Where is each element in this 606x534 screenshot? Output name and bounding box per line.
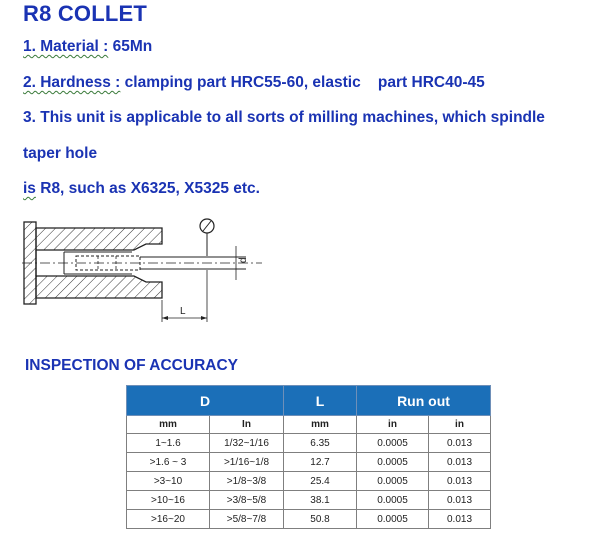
table-cell: >3~10 [127, 472, 210, 491]
table-cell: 0.013 [429, 434, 491, 453]
table-cell: 38.1 [284, 491, 357, 510]
subheader-cell: mm [284, 416, 357, 434]
table-cell: >1/8~3/8 [210, 472, 284, 491]
table-cell: 6.35 [284, 434, 357, 453]
table-row [127, 491, 491, 510]
table-cell: >5/8~7/8 [210, 510, 284, 529]
table-cell: >3/8~5/8 [210, 491, 284, 510]
table-cell: 0.0005 [357, 510, 429, 529]
application-line-2: taper hole [23, 145, 98, 162]
table-cell: 50.8 [284, 510, 357, 529]
application-line-3 [23, 180, 260, 198]
table-cell: 0.013 [429, 453, 491, 472]
hardness-line [23, 74, 485, 92]
table-cell: 0.013 [429, 491, 491, 510]
table-cell: >16~20 [127, 510, 210, 529]
table-cell: 0.0005 [357, 472, 429, 491]
table-cell: 0.013 [429, 510, 491, 529]
table-cell: >10~16 [127, 491, 210, 510]
table-cell: 0.013 [429, 472, 491, 491]
table-row [127, 453, 491, 472]
header-d: D [127, 386, 284, 416]
hardness-value: clamping part HRC55-60, elastic part HRC40-45 [120, 74, 485, 91]
application-rest: R8, such as X6325, X5325 etc. [35, 180, 260, 197]
table-header-row [127, 386, 491, 416]
table-cell: >1.6 ~ 3 [127, 453, 210, 472]
subheader-cell: In [210, 416, 284, 434]
header-runout: Run out [357, 386, 491, 416]
application-prefix: is [23, 180, 36, 197]
collet-inspection-drawing [14, 210, 274, 328]
table-cell: 1~1.6 [127, 434, 210, 453]
accuracy-table [126, 385, 491, 529]
table-cell: 25.4 [284, 472, 357, 491]
table-cell: 0.0005 [357, 434, 429, 453]
table-cell: 0.0005 [357, 453, 429, 472]
table-row [127, 434, 491, 453]
table-row [127, 510, 491, 529]
subheader-cell: in [357, 416, 429, 434]
table-cell: 0.0005 [357, 491, 429, 510]
table-subheader-row [127, 416, 491, 434]
dimension-L [162, 270, 207, 322]
dimension-d-label: d [238, 257, 249, 263]
table-row [127, 472, 491, 491]
table-cell: >1/16~1/8 [210, 453, 284, 472]
page-title: R8 COLLET [23, 1, 148, 26]
subheader-cell: in [429, 416, 491, 434]
material-label: 1. Material : [23, 38, 109, 55]
dial-indicator [200, 219, 214, 256]
table-cell: 12.7 [284, 453, 357, 472]
test-bar [22, 257, 262, 269]
table-cell: 1/32~1/16 [210, 434, 284, 453]
application-line: 3. This unit is applicable to all sorts of milling machines, which spindle [23, 109, 545, 126]
material-value: 65Mn [108, 38, 153, 55]
inspection-title: INSPECTION OF ACCURACY [25, 357, 238, 374]
dimension-L-label: L [180, 306, 186, 317]
material-line [23, 38, 152, 56]
subheader-cell: mm [127, 416, 210, 434]
hardness-label: 2. Hardness : [23, 74, 121, 91]
header-l: L [284, 386, 357, 416]
